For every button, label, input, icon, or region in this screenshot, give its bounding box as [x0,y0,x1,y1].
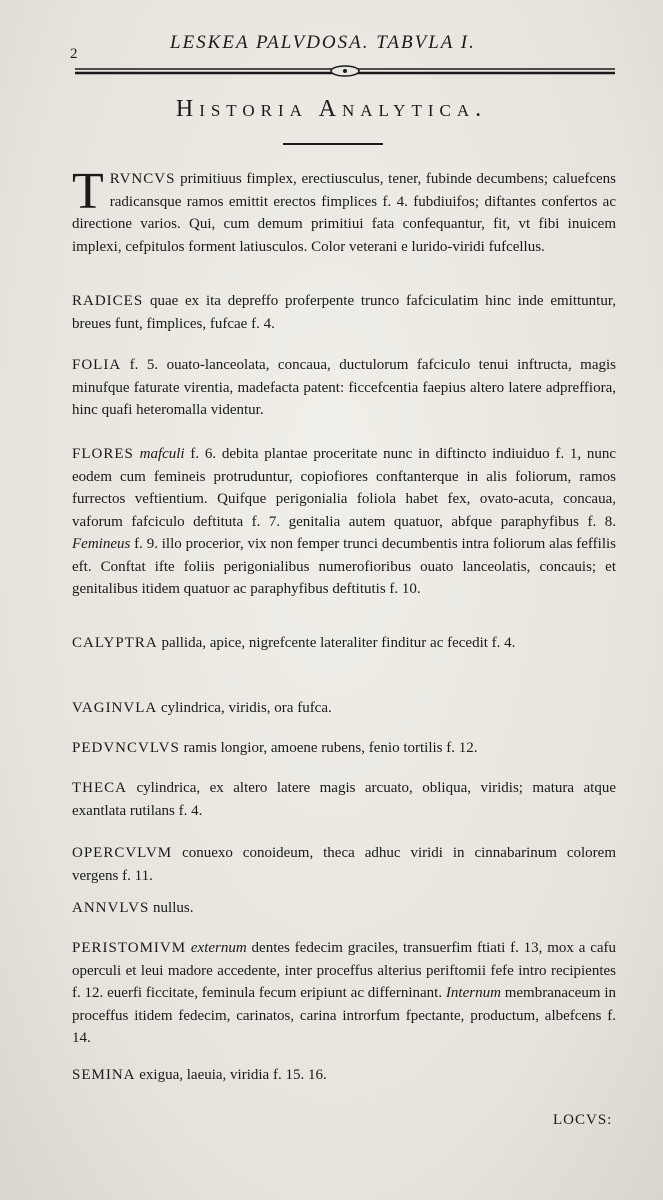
pedunculus-paragraph [72,737,616,760]
theca-text: cylindrica, ex altero latere magis arcuato, obliqua, viridis; matura atque exantlata rutilans f. 4. [72,780,616,819]
calyptra-paragraph [72,632,616,655]
semina-text: exigua, laeuia, viridia f. 15. 16. [135,1067,327,1083]
running-head: LESKEA PALVDOSA. TABVLA I. [170,32,476,53]
radices-text: quae ex ita depreffo proferpente trunco fafciculatim hinc inde emittuntur, breues funt, fimplices, fufcae f. 4. [72,293,616,332]
term-folia: FOLIA [72,357,122,373]
flores-label-masculi: mafculi [133,446,185,462]
calyptra-text: pallida, apice, nigrefcente lateraliter finditur ac fecedit f. 4. [157,635,516,651]
drop-capital: T [72,163,104,220]
term-pedunculus: PEDVNCVLVS [72,740,180,756]
term-truncus: RVNCVS [109,171,176,187]
peristomium-label-internum: Internum [442,985,501,1001]
radices-paragraph [72,290,616,335]
term-flores: FLORES [72,446,134,462]
flores-text-2: f. 9. illo procerior, vix non femper trunci decumbentis intra foliorum alas feffilis eft. Conftat ifte foliis perigonialibus numerofioribus ouato lanceolatis, concauis; et genitalibus itidem quatuor ac paraphyfibus deftitutis f. 10. [72,536,616,597]
term-operculum: OPERCVLVM [72,845,173,861]
term-calyptra: CALYPTRA [72,635,158,651]
term-radices: RADICES [72,293,144,309]
vaginula-text: cylindrica, viridis, ora fufca. [157,700,332,716]
flores-label-femineus: Femineus [72,536,131,552]
flores-paragraph [72,443,616,601]
vaginula-paragraph [72,697,616,720]
annulus-paragraph [72,897,616,920]
peristomium-label-externum: externum [186,940,247,956]
pedunculus-text: ramis longior, amoene rubens, fenio tortilis f. 12. [179,740,478,756]
peristomium-paragraph [72,937,616,1050]
term-annulus: ANNVLVS [72,900,150,916]
annulus-text: nullus. [149,900,194,916]
truncus-paragraph [72,163,616,258]
term-peristomium: PERISTOMIVM [72,940,187,956]
operculum-text: conuexo conoideum, theca adhuc viridi in cinnabarinum colorem vergens f. 11. [72,845,616,884]
peristomium-text-1: dentes fedecim graciles, transuerfim ftiati f. 13, mox a cafu operculi et leui madore accedente, inter proceffus alterius periftomii fefe intro recipientes f. 12. euerfi ficcitate, feminula fecum eripiunt ac differninant. [72,940,617,1001]
flores-text-1: f. 6. debita plantae proceritate nunc in diftincto indiuiduo f. 1, nunc eodem cum femineis protruduntur, copiofiores conftanterque in alis foliorum, ramos furrectos veftientium. Quifque perigonialia foliola habet fex, ovato-acuta, concaua, vaforum fafciculo deftituta f. 7. genitalia autem quatuor, abfque paraphyfibus f. 8. [72,446,616,530]
folia-paragraph [72,354,616,422]
catchword: LOCVS: [553,1112,613,1128]
page-number: 2 [70,46,78,62]
section-title: Historia Analytica. [175,96,488,122]
truncus-text: primitiuus fimplex, erectiusculus, tener, fubinde decumbens; caluefcens radicansque ramos emittit erectos fimplices f. 4. fubdiuifos; diftantes confertos ac directione varios. Qui, cum demum primitiui fata confequantur, fit, vt fibi inuicem implexi, cefpitulos forment latiusculos. Color veterani e lurido-viridi fufcellus. [72,171,616,255]
folia-text: f. 5. ouato-lanceolata, concaua, ductulorum fafciculo tenui inftructa, magis minufque faturate virentia, madefacta patent: ficcefcentia faepius altero latere adpreffiora, hinc quafi heteromalla videntur. [72,357,616,418]
title-underline [283,143,383,145]
term-vaginula: VAGINVLA [72,700,158,716]
ornamental-rule [75,64,615,78]
theca-paragraph [72,777,616,822]
peristomium-text-2: membranaceum in proceffus itidem fedecim, carinatos, carina introrfum fpectante, productum, albefcens f. 14. [72,985,616,1046]
operculum-paragraph [72,842,616,887]
semina-paragraph [72,1064,616,1087]
term-theca: THECA [72,780,127,796]
term-semina: SEMINA [72,1067,136,1083]
